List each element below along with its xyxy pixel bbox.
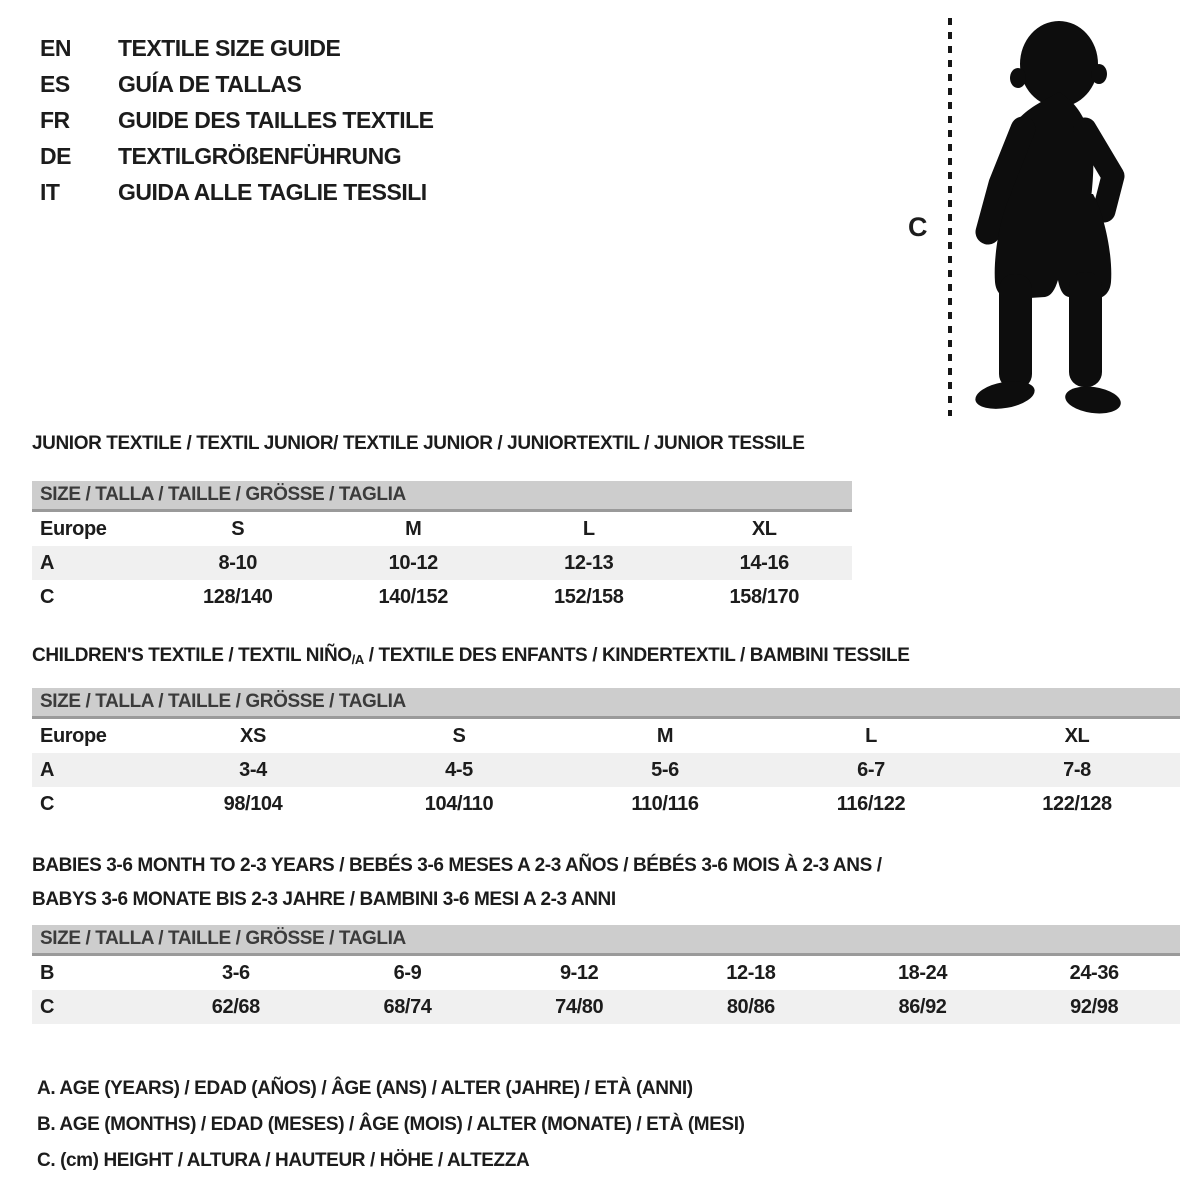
table-row bbox=[32, 719, 1180, 753]
table-row bbox=[32, 787, 1180, 821]
row-label: C bbox=[40, 585, 55, 608]
height-cell: 116/122 bbox=[836, 792, 906, 815]
age-cell: 12-13 bbox=[564, 551, 614, 574]
age-cell: 8-10 bbox=[218, 551, 257, 574]
language-row-it bbox=[40, 174, 434, 210]
guide-title-es: GUÍA DE TALLAS bbox=[118, 70, 302, 97]
size-cell: L bbox=[865, 724, 877, 747]
row-label: C bbox=[40, 792, 55, 815]
height-cell: 98/104 bbox=[223, 792, 283, 815]
age-cell: 10-12 bbox=[388, 551, 438, 574]
size-cell: XS bbox=[240, 724, 266, 747]
table-row bbox=[32, 990, 1180, 1024]
language-code: EN bbox=[40, 34, 71, 61]
row-label: B bbox=[40, 961, 55, 984]
row-label: C bbox=[40, 995, 55, 1018]
babies-title-line2: BABYS 3-6 MONATE BIS 2-3 JAHRE / BAMBINI 3-6 MESI A 2-3 ANNI bbox=[32, 889, 616, 910]
children-section-title bbox=[32, 645, 909, 667]
language-guide bbox=[40, 30, 434, 210]
age-cell: 14-16 bbox=[739, 551, 789, 574]
guide-title-fr: GUIDE DES TAILLES TEXTILE bbox=[118, 106, 434, 133]
guide-title-it: GUIDA ALLE TAGLIE TESSILI bbox=[118, 178, 427, 205]
size-cell: M bbox=[405, 517, 422, 540]
children-title-part: CHILDREN'S TEXTILE / TEXTIL NIÑO bbox=[32, 645, 352, 666]
junior-section-title: JUNIOR TEXTILE / TEXTIL JUNIOR/ TEXTILE JUNIOR / JUNIORTEXTIL / JUNIOR TESSILE bbox=[32, 433, 805, 454]
height-cell: 74/80 bbox=[555, 995, 604, 1018]
height-cell: 92/98 bbox=[1070, 995, 1119, 1018]
age-cell: 6-9 bbox=[393, 961, 422, 984]
age-cell: 7-8 bbox=[1063, 758, 1091, 781]
age-cell: 18-24 bbox=[897, 961, 948, 984]
language-code: FR bbox=[40, 106, 70, 133]
height-cell: 158/170 bbox=[729, 585, 799, 608]
table-row bbox=[32, 956, 1180, 990]
language-code: ES bbox=[40, 70, 70, 97]
language-code: IT bbox=[40, 178, 60, 205]
language-row-fr bbox=[40, 102, 434, 138]
row-label: A bbox=[40, 758, 55, 781]
age-cell: 6-7 bbox=[857, 758, 885, 781]
children-title-subscript: /A bbox=[351, 652, 364, 667]
language-row-de bbox=[40, 138, 434, 174]
toddler-silhouette-icon bbox=[963, 14, 1137, 419]
table-row bbox=[32, 512, 852, 546]
table-row bbox=[32, 580, 852, 614]
height-cell: 110/116 bbox=[631, 792, 699, 815]
size-cell: L bbox=[582, 517, 595, 540]
age-cell: 4-5 bbox=[445, 758, 473, 781]
language-row-es bbox=[40, 66, 434, 102]
age-cell: 3-6 bbox=[221, 961, 250, 984]
height-cell: 62/68 bbox=[211, 995, 260, 1018]
row-label: A bbox=[40, 551, 55, 574]
height-cell: 122/128 bbox=[1042, 792, 1112, 815]
babies-size-table bbox=[32, 925, 1180, 1024]
height-cell: 152/158 bbox=[554, 585, 624, 608]
height-measure-label: C bbox=[908, 212, 928, 242]
row-label: Europe bbox=[40, 517, 107, 540]
legend bbox=[37, 1071, 745, 1179]
age-cell: 5-6 bbox=[651, 758, 679, 781]
size-cell: XL bbox=[751, 517, 777, 540]
height-cell: 140/152 bbox=[378, 585, 448, 608]
size-header-bar: SIZE / TALLA / TAILLE / GRÖSSE / TAGLIA bbox=[32, 688, 1180, 719]
legend-line-b: B. AGE (MONTHS) / EDAD (MESES) / ÂGE (MOIS) / ALTER (MONATE) / ETÀ (MESI) bbox=[37, 1114, 745, 1135]
junior-size-table bbox=[32, 481, 852, 614]
age-cell: 9-12 bbox=[559, 961, 599, 984]
height-measure-dashed-line bbox=[948, 18, 952, 416]
height-cell: 86/92 bbox=[898, 995, 947, 1018]
size-header-bar: SIZE / TALLA / TAILLE / GRÖSSE / TAGLIA bbox=[32, 481, 852, 512]
babies-section-title bbox=[32, 849, 882, 917]
height-cell: 128/140 bbox=[203, 585, 273, 608]
size-cell: XL bbox=[1064, 724, 1090, 747]
table-row bbox=[32, 753, 1180, 787]
height-cell: 104/110 bbox=[424, 792, 494, 815]
size-cell: M bbox=[656, 724, 674, 747]
height-cell: 80/86 bbox=[726, 995, 775, 1018]
size-cell: S bbox=[231, 517, 245, 540]
legend-line-c: C. (cm) HEIGHT / ALTURA / HAUTEUR / HÖHE / ALTEZZA bbox=[37, 1150, 530, 1171]
guide-title-en: TEXTILE SIZE GUIDE bbox=[118, 34, 341, 61]
size-cell: S bbox=[452, 724, 466, 747]
children-size-table bbox=[32, 688, 1180, 821]
babies-title-line1: BABIES 3-6 MONTH TO 2-3 YEARS / BEBÉS 3-6 MESES A 2-3 AÑOS / BÉBÉS 3-6 MOIS À 2-3 ANS / bbox=[32, 855, 882, 876]
age-cell: 12-18 bbox=[726, 961, 776, 984]
table-row bbox=[32, 546, 852, 580]
row-label: Europe bbox=[40, 724, 107, 747]
children-title-part: / TEXTILE DES ENFANTS / KINDERTEXTIL / BAMBINI TESSILE bbox=[363, 645, 910, 666]
legend-line-a: A. AGE (YEARS) / EDAD (AÑOS) / ÂGE (ANS) / ALTER (JAHRE) / ETÀ (ANNI) bbox=[37, 1078, 693, 1099]
age-cell: 3-4 bbox=[239, 758, 267, 781]
height-cell: 68/74 bbox=[383, 995, 432, 1018]
size-header-bar: SIZE / TALLA / TAILLE / GRÖSSE / TAGLIA bbox=[32, 925, 1180, 956]
age-cell: 24-36 bbox=[1069, 961, 1119, 984]
language-row-en bbox=[40, 30, 434, 66]
guide-title-de: TEXTILGRÖßENFÜHRUNG bbox=[118, 142, 402, 169]
language-code: DE bbox=[40, 142, 71, 169]
